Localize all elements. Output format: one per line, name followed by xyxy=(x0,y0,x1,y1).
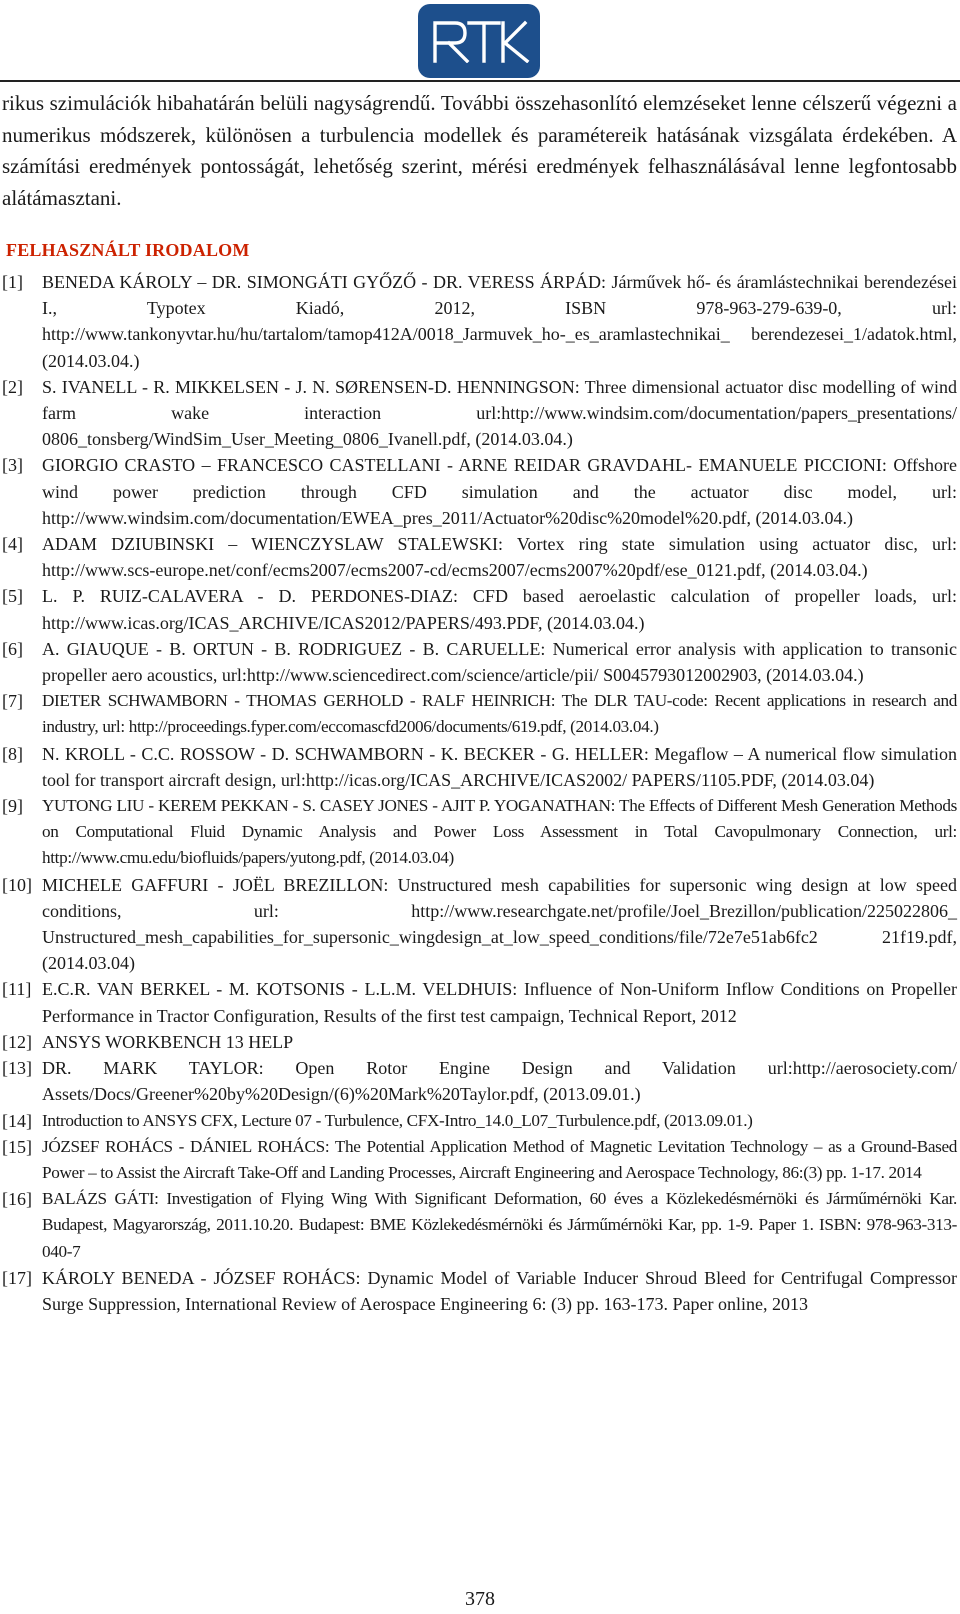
reference-item xyxy=(2,636,957,688)
intro-paragraph: rikus szimulációk hibahatárán belüli nagyságrendű. További összehasonlító elemzéseket lenne célszerű végezni a numerikus módszerek, különösen a turbulencia modellek és paramétereik hatásának vizsgálata érdekében. A számítási eredmények pontosságát, lehetőség szerint, mérési eredmények felhasználásával lenne legfontosabb alátámasztani. xyxy=(2,91,957,210)
reference-text: Introduction to ANSYS CFX, Lecture 07 - Turbulence, CFX-Intro_14.0_L07_Turbulence.pdf, (2013.09.01.) xyxy=(42,1110,753,1130)
reference-item xyxy=(2,1265,957,1317)
rtk-logo-mark xyxy=(427,19,531,63)
reference-text: BENEDA KÁROLY – DR. SIMONGÁTI GYŐZŐ - DR. VERESS ÁRPÁD: Járművek hő- és áramlástechnikai berendezései I., Typotex Kiadó, 2012, ISBN 978-963-279-639-0, url: http://www.tankonyvtar.hu/hu/tartalom/tamop412A/0018_Jarmuvek_ho-_es_aramlastechnikai_ berendezesei_1/adatok.html, (2014.03.04.) xyxy=(42,272,957,371)
reference-text: S. IVANELL - R. MIKKELSEN - J. N. SØRENSEN-D. HENNINGSON: Three dimensional actuator disc modelling of wind farm wake interaction url:http://www.windsim.com/documentation/papers_presentations/ 0806_tonsberg/WindSim_User_Meeting_0806_Ivanell.pdf, (2014.03.04.) xyxy=(42,376,957,450)
reference-number: [13] xyxy=(2,1058,32,1079)
reference-number: [16] xyxy=(2,1189,32,1210)
reference-text: BALÁZS GÁTI: Investigation of Flying Wing With Significant Deformation, 60 éves a Közlekedésmérnöki és Járműmérnöki Kar. Budapest, Magyarország, 2011.10.20. Budapest: BME Közlekedésmérnöki és Járműmérnöki Kar, pp. 1-9. Paper 1. ISBN: 978-963-313-040-7 xyxy=(42,1189,957,1261)
reference-number: [2] xyxy=(2,376,23,397)
reference-item xyxy=(2,1055,957,1107)
reference-item xyxy=(2,1134,957,1186)
reference-text: DIETER SCHWAMBORN - THOMAS GERHOLD - RALF HEINRICH: The DLR TAU-code: Recent applications in research and industry, url: http://proceedings.fyper.com/eccomascfd2006/documents/619.pdf, (2014.03.04.) xyxy=(42,691,957,737)
reference-item xyxy=(2,688,957,740)
reference-text: ANSYS WORKBENCH 13 HELP xyxy=(42,1031,294,1052)
reference-item xyxy=(2,741,957,793)
reference-item xyxy=(2,976,957,1028)
reference-item xyxy=(2,531,957,583)
page-content xyxy=(2,88,957,1317)
reference-item xyxy=(2,1029,957,1055)
reference-item xyxy=(2,1108,957,1134)
reference-text: L. P. RUIZ-CALAVERA - D. PERDONES-DIAZ: CFD based aeroelastic calculation of propeller loads, url: http://www.icas.org/ICAS_ARCHIVE/ICAS2012/PAPERS/493.PDF, (2014.03.04.) xyxy=(42,586,957,633)
reference-item xyxy=(2,872,957,977)
reference-item xyxy=(2,583,957,635)
reference-number: [8] xyxy=(2,743,23,764)
reference-number: [10] xyxy=(2,874,32,895)
reference-number: [17] xyxy=(2,1267,32,1288)
reference-item xyxy=(2,452,957,531)
reference-text: YUTONG LIU - KEREM PEKKAN - S. CASEY JONES - AJIT P. YOGANATHAN: The Effects of Different Mesh Generation Methods on Computational Fluid Dynamic Analysis and Power Loss Assessment in Total Cavopulmonary Connection, url: http://www.cmu.edu/biofluids/papers/yutong.pdf, (2014.03.04) xyxy=(42,796,957,868)
reference-text: KÁROLY BENEDA - JÓZSEF ROHÁCS: Dynamic Model of Variable Inducer Shroud Bleed for Centrifugal Compressor Surge Suppression, International Review of Aerospace Engineering 6: (3) pp. 163-173. Paper online, 2013 xyxy=(42,1267,957,1314)
header-rule xyxy=(0,80,960,82)
reference-item xyxy=(2,374,957,453)
reference-item xyxy=(2,1186,957,1265)
reference-item xyxy=(2,793,957,872)
reference-text: ADAM DZIUBINSKI – WIENCZYSLAW STALEWSKI: Vortex ring state simulation using actuator disc, url: http://www.scs-europe.net/conf/ecms2007/ecms2007-cd/ecms2007/ecms2007%20pdf/ese_0121.pdf, (2014.03.04.) xyxy=(42,534,957,581)
reference-item xyxy=(2,269,957,374)
reference-number: [7] xyxy=(2,691,23,712)
reference-text: E.C.R. VAN BERKEL - M. KOTSONIS - L.L.M. VELDHUIS: Influence of Non-Uniform Inflow Conditions on Propeller Performance in Tractor Configuration, Results of the first test campaign, Technical Report, 2012 xyxy=(42,979,957,1026)
reference-text: A. GIAUQUE - B. ORTUN - B. RODRIGUEZ - B. CARUELLE: Numerical error analysis with application to transonic propeller aero acoustics, url:http://www.sciencedirect.com/science/article/pii/ S0045793012002903, (2014.03.04.) xyxy=(42,638,957,686)
reference-number: [9] xyxy=(2,796,23,817)
reference-text: JÓZSEF ROHÁCS - DÁNIEL ROHÁCS: The Potential Application Method of Magnetic Levitation Technology – as a Ground-Based Power – to Assist the Aircraft Take-Off and Landing Processes, Aircraft Engineering and Aerospace Technology, 86:(3) pp. 1-17. 2014 xyxy=(42,1136,957,1182)
reference-text: MICHELE GAFFURI - JOËL BREZILLON: Unstructured mesh capabilities for supersonic wing design at low speed conditions, url: http://www.researchgate.net/profile/Joel_Brezillon/publication/225022806_ Unstructured_mesh_capabilities_for_supersonic_wingdesign_at_low_speed_conditions/file/72e7e51ab6fc2 21f19.pdf, (2014.03.04) xyxy=(42,874,957,974)
reference-number: [14] xyxy=(2,1110,32,1131)
reference-number: [4] xyxy=(2,534,23,555)
reference-number: [1] xyxy=(2,272,23,292)
reference-number: [12] xyxy=(2,1031,32,1052)
reference-number: [6] xyxy=(2,638,23,659)
reference-number: [15] xyxy=(2,1136,32,1157)
reference-list xyxy=(2,269,957,1317)
reference-number: [11] xyxy=(2,979,32,1000)
reference-number: [3] xyxy=(2,455,23,476)
reference-text: DR. MARK TAYLOR: Open Rotor Engine Design and Validation url:http://aerosociety.com/ Assets/Docs/Greener%20by%20Design/(6)%20Mark%20Taylor.pdf, (2013.09.01.) xyxy=(42,1058,957,1105)
reference-text: GIORGIO CRASTO – FRANCESCO CASTELLANI - ARNE REIDAR GRAVDAHL- EMANUELE PICCIONI: Offshore wind power prediction through CFD simulation and the actuator disc model, url: http://www.windsim.com/documentation/EWEA_pres_2011/Actuator%20disc%20model%20.pdf, (2014.03.04.) xyxy=(42,455,957,528)
reference-text: N. KROLL - C.C. ROSSOW - D. SCHWAMBORN - K. BECKER - G. HELLER: Megaflow – A numerical flow simulation tool for transport aircraft design, url:http://icas.org/ICAS_ARCHIVE/ICAS2002/ PAPERS/1105.PDF, (2014.03.04) xyxy=(42,743,957,790)
page-number: 378 xyxy=(465,1588,495,1610)
page-header xyxy=(0,0,960,84)
section-title: FELHASZNÁLT IRODALOM xyxy=(6,240,250,260)
reference-number: [5] xyxy=(2,586,23,607)
rtk-logo xyxy=(418,4,540,78)
